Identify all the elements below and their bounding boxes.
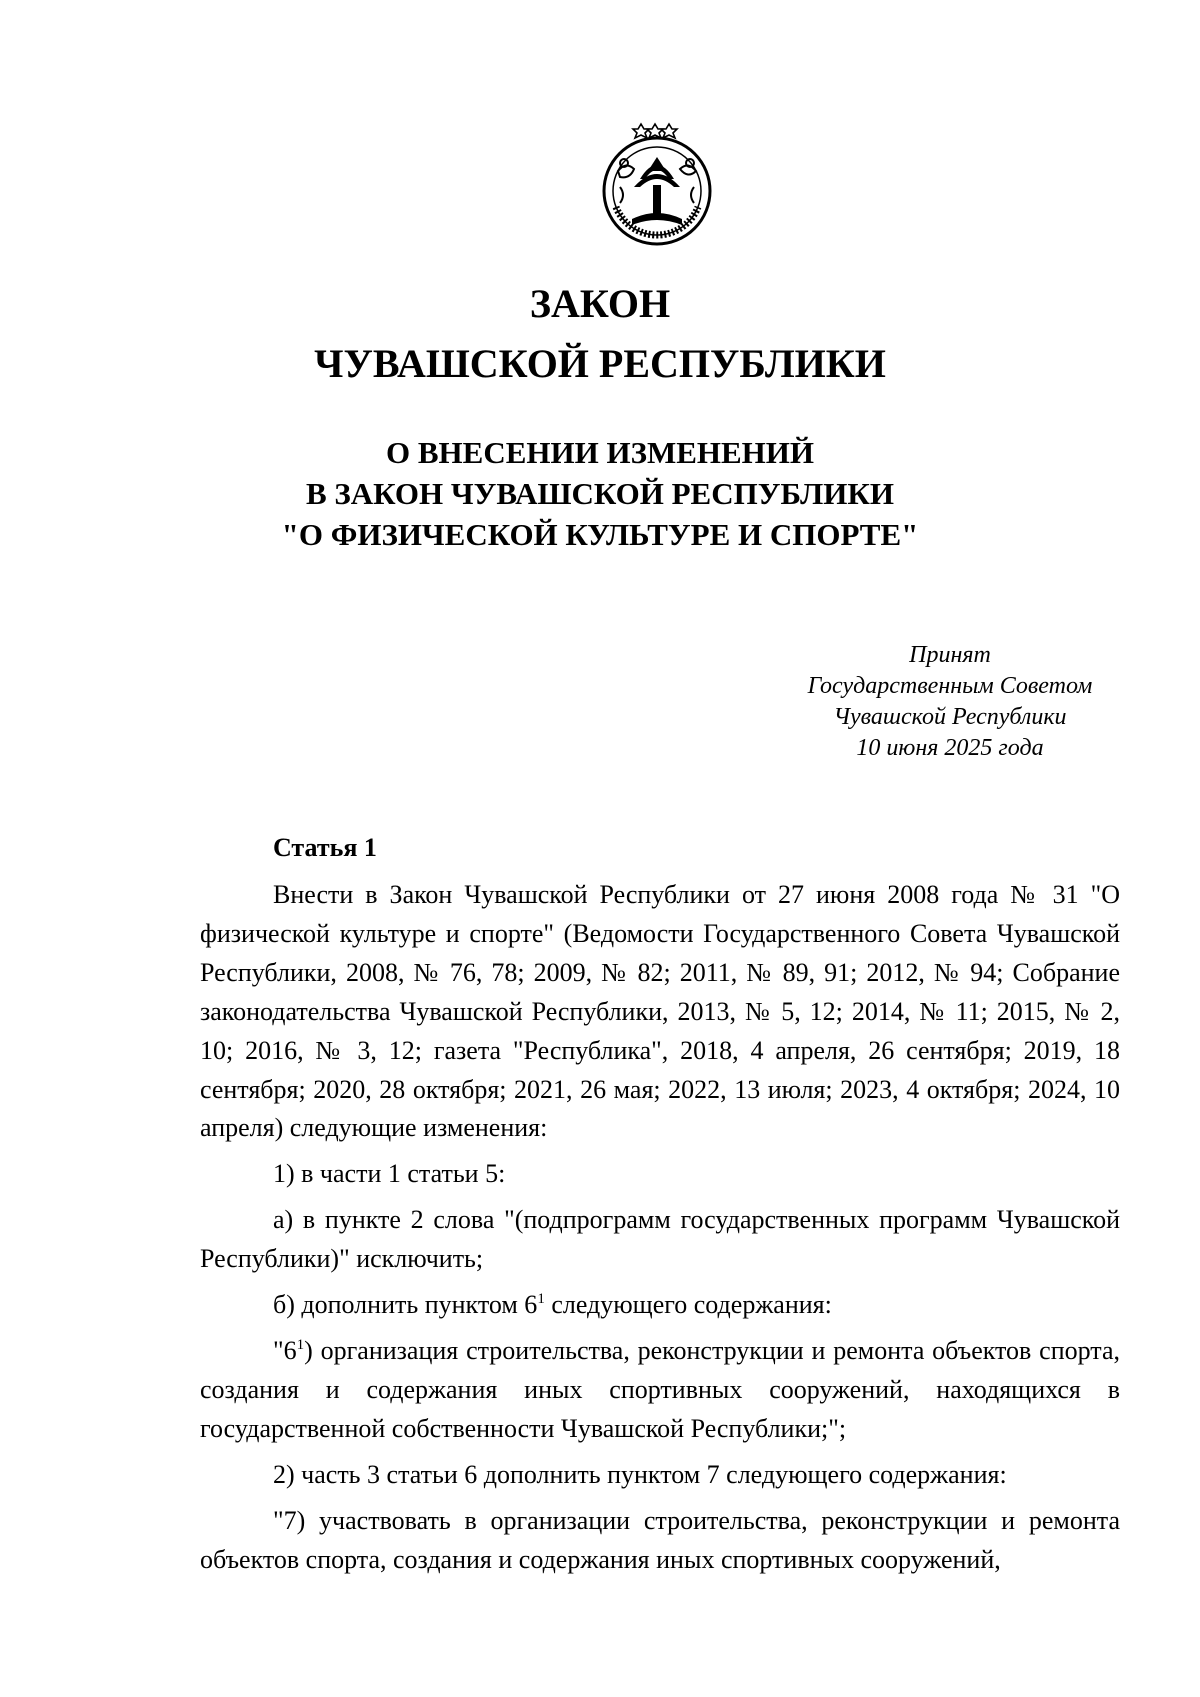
article-body bbox=[200, 876, 1120, 1579]
adoption-note-line-1: Принят bbox=[909, 642, 991, 668]
law-republic-title: ЧУВАШСКОЙ РЕСПУБЛИКИ bbox=[314, 341, 886, 386]
article-heading: Статья 1 bbox=[273, 833, 377, 862]
item-1b-text-end: следующего содержания: bbox=[544, 1290, 832, 1320]
quote-6-1-text: "6 bbox=[273, 1335, 297, 1365]
item-1b-text: б) дополнить пунктом 6 bbox=[273, 1290, 538, 1320]
quote-6-1-paragraph bbox=[200, 1332, 1120, 1449]
adoption-note-line-2: Государственным Советом bbox=[807, 673, 1093, 699]
law-title: ЗАКОН bbox=[529, 281, 671, 326]
law-subject-line-1: О ВНЕСЕНИИ ИЗМЕНЕНИЙ bbox=[385, 435, 815, 470]
item-1b-paragraph bbox=[200, 1286, 1120, 1325]
quote-6-1-superscript: 1 bbox=[296, 1336, 305, 1353]
adoption-note bbox=[760, 640, 1140, 764]
item-1-paragraph: 1) в части 1 статьи 5: bbox=[273, 1159, 506, 1189]
law-subject-line-2: В ЗАКОН ЧУВАШСКОЙ РЕСПУБЛИКИ bbox=[306, 476, 894, 511]
item-1b-superscript: 1 bbox=[537, 1291, 545, 1308]
item-2-paragraph: 2) часть 3 статьи 6 дополнить пунктом 7 следующего содержания: bbox=[273, 1459, 1007, 1489]
quote-7-paragraph: "7) участвовать в организации строительства, реконструкции и ремонта объектов спорта, создания и содержания иных спортивных сооружений, bbox=[200, 1505, 1120, 1574]
quote-6-1-text-end: ) организация строительства, реконструкции и ремонта объектов спорта, создания и содержания иных спортивных сооружений, находящихся в государственной собственности Чувашской Республики;"; bbox=[200, 1335, 1120, 1443]
coat-of-arms-emblem-icon bbox=[594, 121, 720, 247]
law-subject-line-3: "О ФИЗИЧЕСКОЙ КУЛЬТУРЕ И СПОРТЕ" bbox=[281, 517, 919, 552]
law-subject-heading bbox=[0, 432, 1200, 555]
item-1a-paragraph: а) в пункте 2 слова "(подпрограмм государственных программ Чувашской Республики)" исключить; bbox=[200, 1205, 1120, 1274]
adoption-note-line-3: Чувашской Республики bbox=[833, 704, 1067, 730]
article-intro-paragraph: Внести в Закон Чувашской Республики от 27 июня 2008 года № 31 "О физической культуре и спорте" (Ведомости Государственного Совета Чувашской Республики, 2008, № 76, 78; 2009, № 82; 2011, № 89, 91; 2012, № 94; Собрание законодательства Чувашской Республики, 2013, № 5, 12; 2014, № 11; 2015, № 2, 10; 2016, № 3, 12; газета "Республика", 2018, 4 апреля, 26 сентября; 2019, 18 сентября; 2020, 28 октября; 2021, 26 мая; 2022, 13 июля; 2023, 4 октября; 2024, 10 апреля) следующие изменения: bbox=[200, 880, 1120, 1143]
adoption-date: 10 июня 2025 года bbox=[856, 735, 1044, 761]
